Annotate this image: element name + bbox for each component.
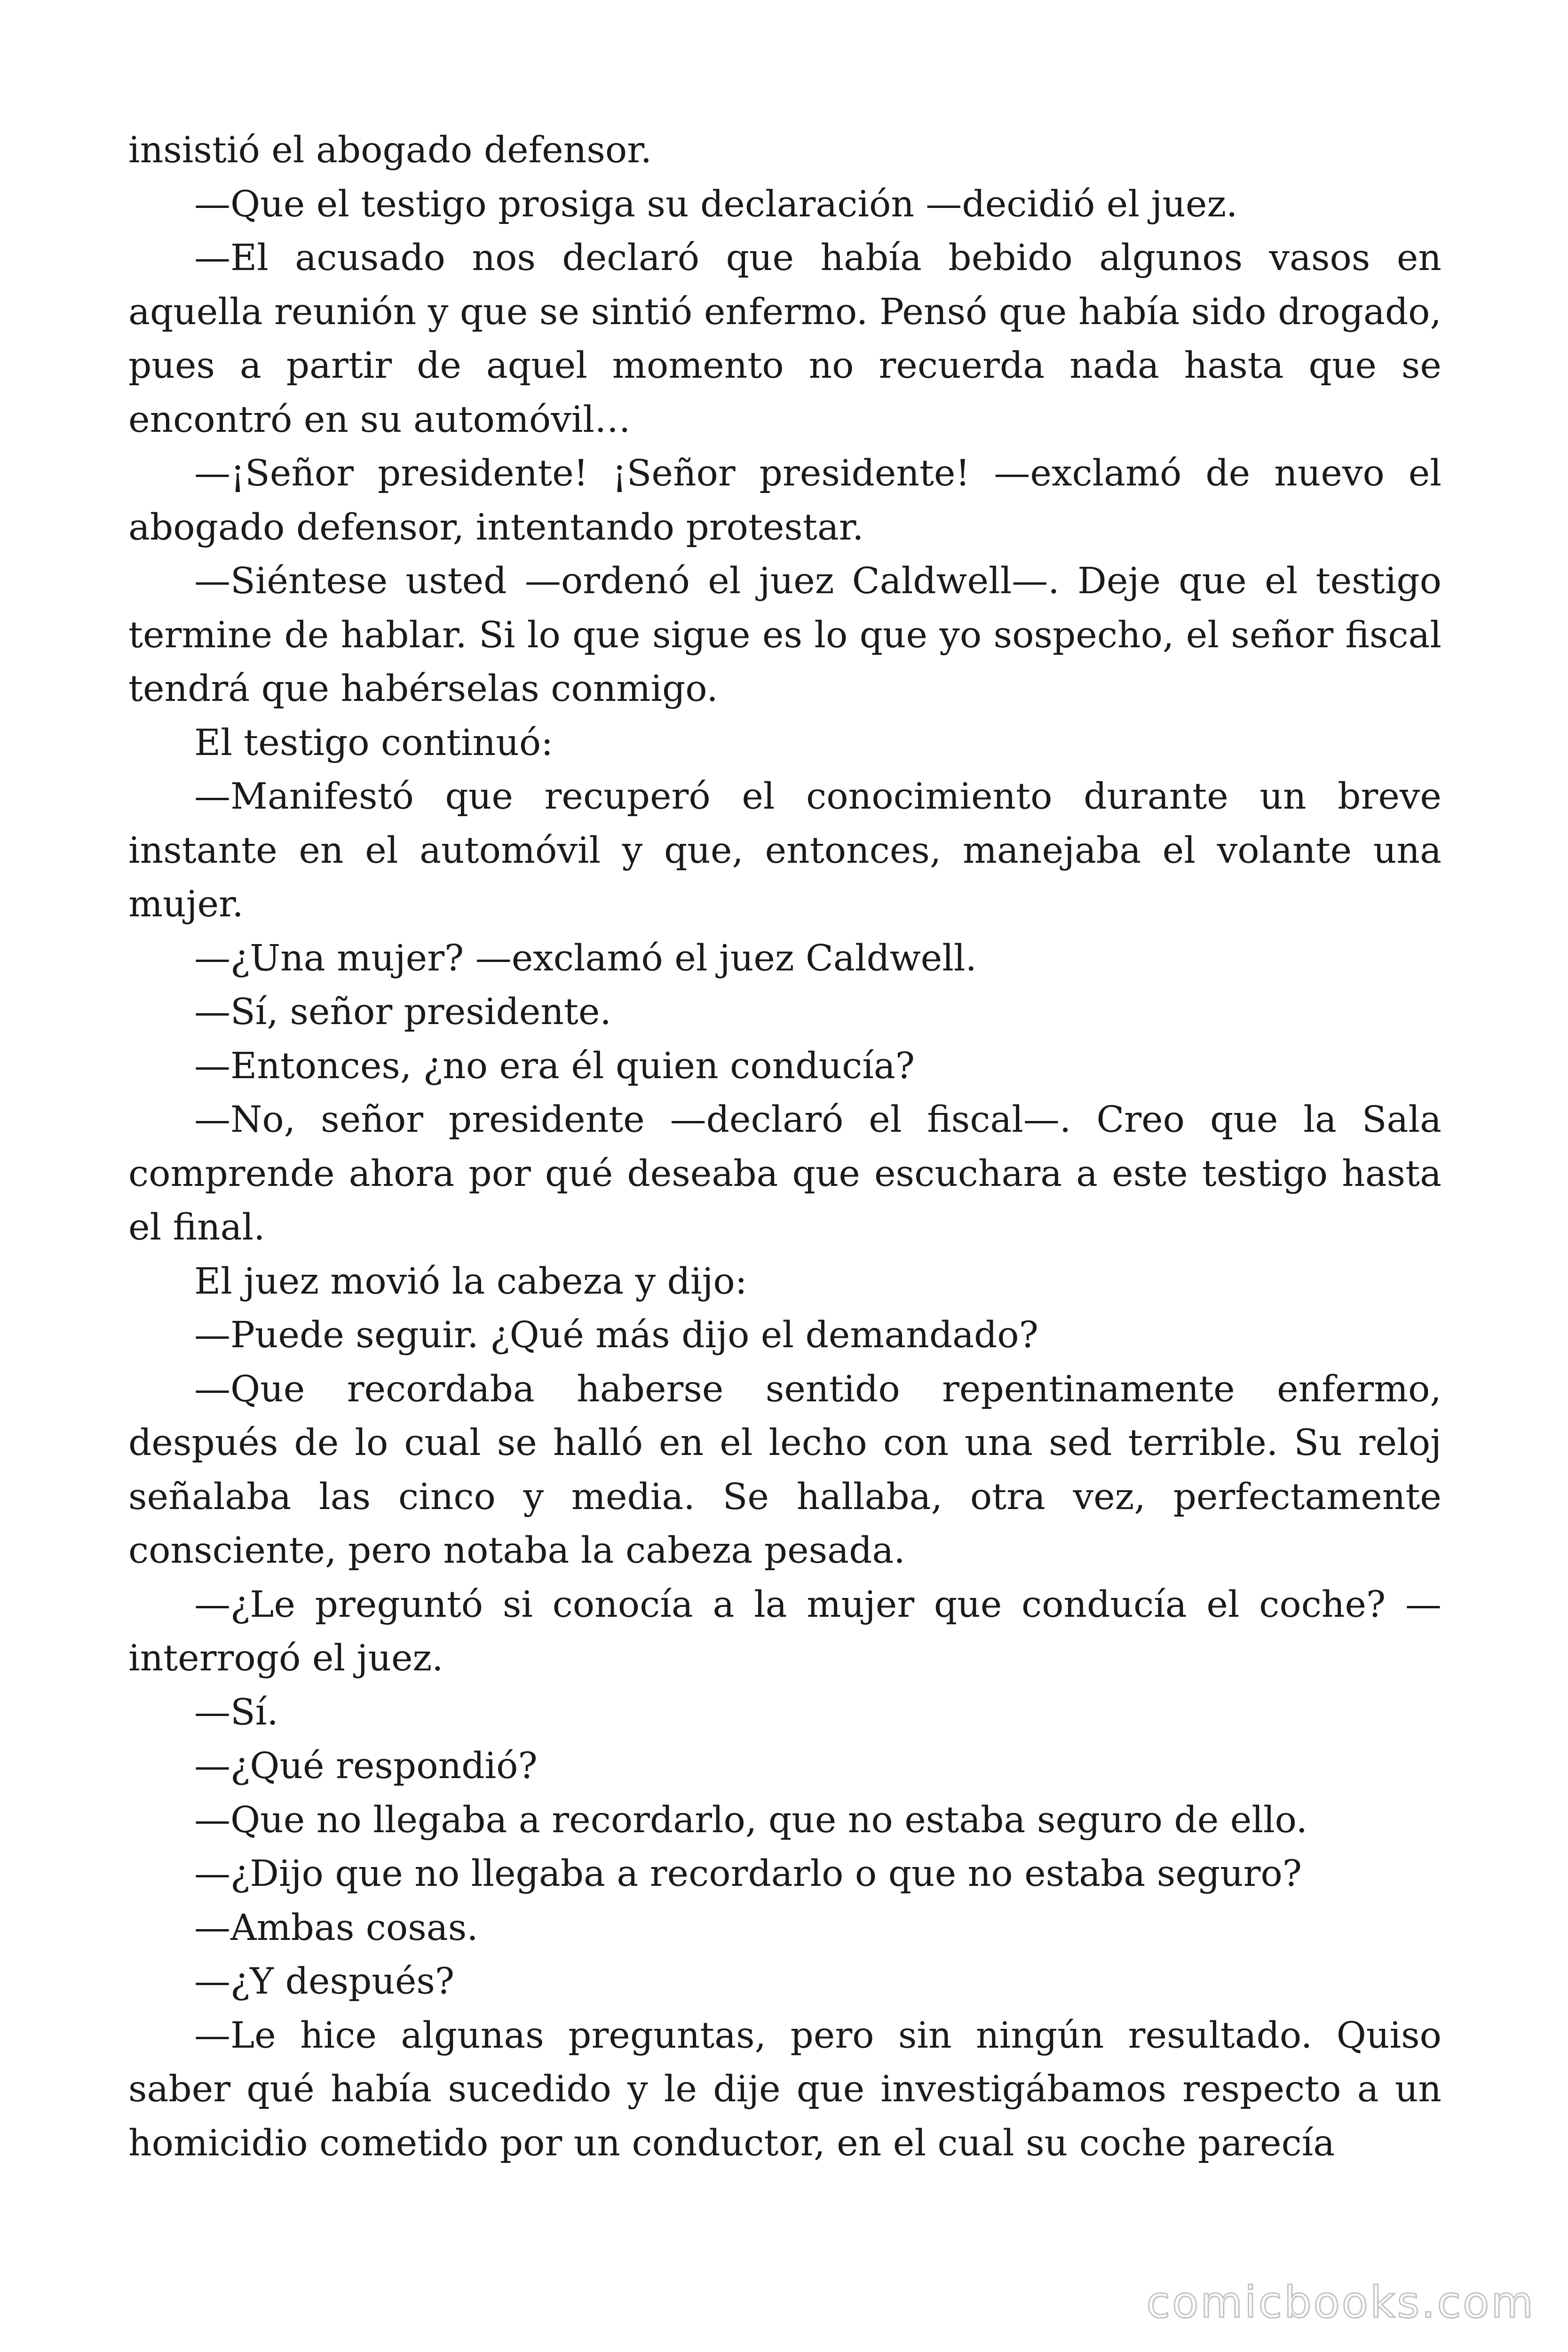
paragraph: —Sí. [194,1691,278,1733]
paragraph: insistió el abogado defensor. [128,129,652,171]
paragraph: —¡Señor presidente! ¡Señor presidente! —exclamó de nuevo el abogado defensor, intentando protestar. [128,453,1441,548]
paragraph: —¿Y después? [194,1961,455,2002]
paragraph: El testigo continuó: [194,722,554,764]
watermark: comicbooks.com [1146,2277,1535,2328]
paragraph: —Entonces, ¿no era él quien conducía? [194,1045,915,1087]
paragraph: —El acusado nos declaró que había bebido algunos vasos en aquella reunión y que se sintió enfermo. Pensó que había sido drogado, pues a partir de aquel momento no recuerda nada hasta que se encontró en su automóvil… [128,237,1441,441]
paragraph: —Que no llegaba a recordarlo, que no estaba seguro de ello. [194,1799,1308,1841]
paragraph: El juez movió la cabeza y dijo: [194,1260,747,1303]
paragraph: —Puede seguir. ¿Qué más dijo el demandado? [194,1314,1038,1356]
paragraph: —¿Qué respondió? [194,1745,538,1787]
paragraph: —¿Dijo que no llegaba a recordarlo o que no estaba seguro? [194,1853,1302,1895]
paragraph: —Le hice algunas preguntas, pero sin ningún resultado. Quiso saber qué había sucedido y le dije que investigábamos respecto a un homicidio cometido por un conductor, en el cual su coche parecía [128,2014,1441,2164]
paragraph: —No, señor presidente —declaró el fiscal—. Creo que la Sala comprende ahora por qué deseaba que escuchara a este testigo hasta el final. [128,1099,1441,1248]
paragraph: —Ambas cosas. [194,1907,478,1949]
page-body-text [128,124,1441,2170]
paragraph: —¿Una mujer? —exclamó el juez Caldwell. [194,937,977,979]
paragraph: —Siéntese usted —ordenó el juez Caldwell—. Deje que el testigo termine de hablar. Si lo que sigue es lo que yo sospecho, el señor fiscal tendrá que habérselas conmigo. [128,560,1441,710]
paragraph: —Que recordaba haberse sentido repentinamente enfermo, después de lo cual se halló en el lecho con una sed terrible. Su reloj señalaba las cinco y media. Se hallaba, otra vez, perfectamente consciente, pero notaba la cabeza pesada. [128,1368,1441,1572]
paragraph: —Sí, señor presidente. [194,991,611,1033]
paragraph: —Que el testigo prosiga su declaración —decidió el juez. [194,183,1238,225]
paragraph: —¿Le preguntó si conocía a la mujer que conducía el coche? —interrogó el juez. [128,1583,1441,1679]
paragraph: —Manifestó que recuperó el conocimiento durante un breve instante en el automóvil y que, entonces, manejaba el volante una mujer. [128,776,1441,925]
